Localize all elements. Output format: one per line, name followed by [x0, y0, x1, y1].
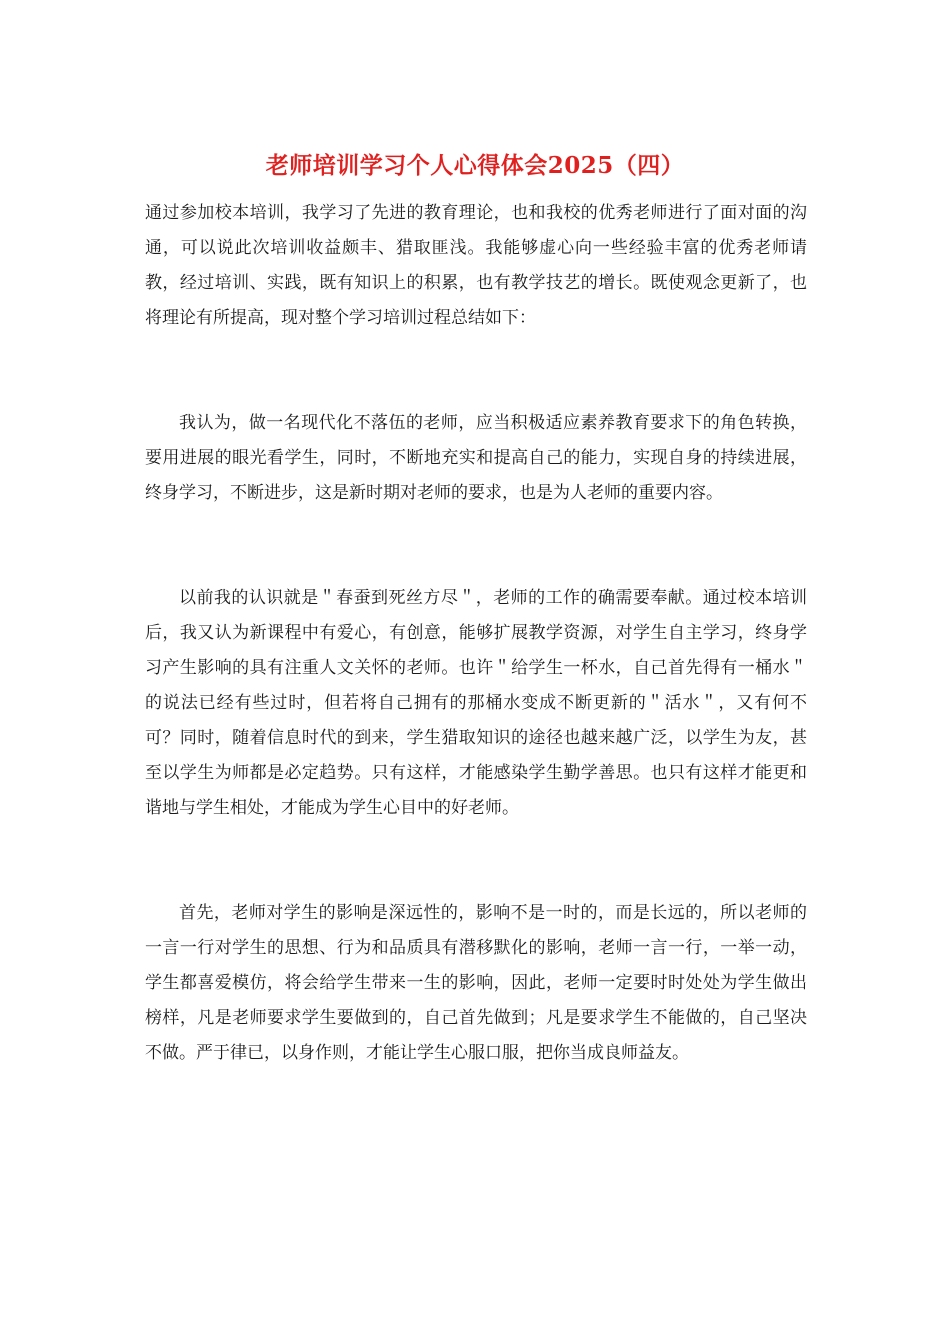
paragraph-role-transition: 我认为，做一名现代化不落伍的老师，应当积极适应素养教育要求下的角色转换，要用进展的眼光看学生，同时，不断地充实和提高自己的能力，实现自身的持续进展，终身学习，不断进步，这是新时期对老师的要求，也是为人老师的重要内容。	[145, 413, 807, 503]
document-title: 老师培训学习个人心得体会2025（四）	[265, 152, 685, 179]
paragraph-dedication: 以前我的认识就是＂春蚕到死丝方尽＂，老师的工作的确需要奉献。通过校本培训后，我又认为新课程中有爱心，有创意，能够扩展教学资源，对学生自主学习，终身学习产生影响的具有注重人文关怀的老师。也许＂给学生一杯水，自己首先得有一桶水＂的说法已经有些过时，但若将自己拥有的那桶水变成不断更新的＂活水＂，又有何不可？同时，随着信息时代的到来，学生猎取知识的途径也越来越广泛，以学生为友，甚至以学生为师都是必定趋势。只有这样，才能感染学生勤学善思。也只有这样才能更和谐地与学生相处，才能成为学生心目中的好老师。	[145, 588, 807, 818]
document-body	[145, 196, 807, 1071]
paragraph-role-model: 首先，老师对学生的影响是深远性的，影响不是一时的，而是长远的，所以老师的一言一行对学生的思想、行为和品质具有潜移默化的影响，老师一言一行，一举一动，学生都喜爱模仿，将会给学生带来一生的影响，因此，老师一定要时时处处为学生做出榜样，凡是老师要求学生要做到的，自己首先做到；凡是要求学生不能做的，自己坚决不做。严于律已，以身作则，才能让学生心服口服，把你当成良师益友。	[145, 903, 807, 1063]
paragraph-intro: 通过参加校本培训，我学习了先进的教育理论，也和我校的优秀老师进行了面对面的沟通，可以说此次培训收益颇丰、猎取匪浅。我能够虚心向一些经验丰富的优秀老师请教，经过培训、实践，既有知识上的积累，也有教学技艺的增长。既使观念更新了，也将理论有所提高，现对整个学习培训过程总结如下：	[145, 203, 807, 328]
